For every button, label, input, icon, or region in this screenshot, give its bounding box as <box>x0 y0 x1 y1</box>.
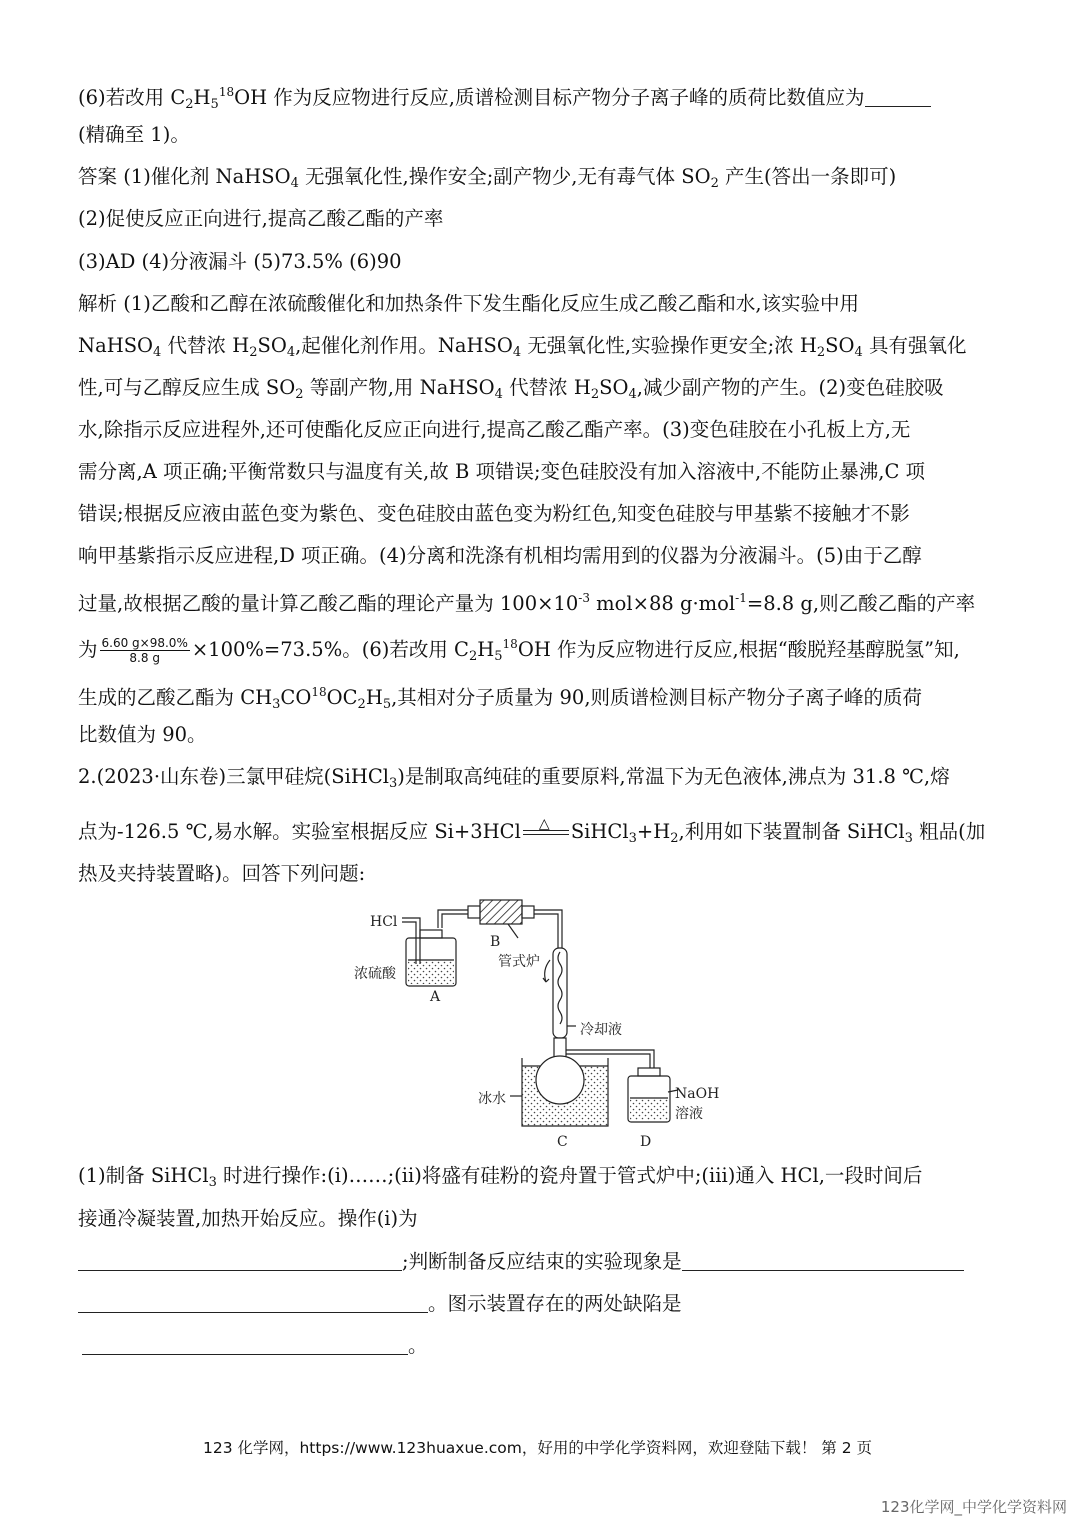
question-2-line-2 <box>78 818 985 853</box>
superscript: 18 <box>502 637 518 651</box>
question-6-line <box>78 78 931 119</box>
text: 无强氧化性,操作安全;副产物少,无有毒气体 SO <box>298 165 711 188</box>
text: 。图示装置存在的两处缺陷是 <box>428 1292 682 1315</box>
label-hcl: HCl <box>370 914 398 930</box>
yield-fraction <box>100 636 190 665</box>
text: )是制取高纯硅的重要原料,常温下为无色液体,沸点为 31.8 ℃,熔 <box>397 765 950 788</box>
reaction-heat-arrow <box>523 816 569 840</box>
analysis-line-5: 需分离,A 项正确;平衡常数只与温度有关,故 B 项错误;变色硅胶没有加入溶液中,不能防止暴沸,C 项 <box>78 460 926 483</box>
subscript: 2 <box>816 345 826 360</box>
answer-blank <box>682 1250 964 1271</box>
site-watermark: 123化学网_中学化学资料网 <box>880 1498 1067 1516</box>
subscript: 4 <box>153 345 162 360</box>
text: 具有强氧化 <box>862 334 967 357</box>
subscript: 4 <box>628 387 637 402</box>
text: SO <box>825 334 855 357</box>
label-d: D <box>640 1134 652 1150</box>
label-c: C <box>557 1134 568 1150</box>
subscript: 4 <box>290 176 299 191</box>
subscript: 2 <box>710 176 719 191</box>
subscript: 2 <box>590 387 600 402</box>
text: 生成的乙酸乙酯为 CH <box>78 686 273 709</box>
analysis-line-9 <box>78 630 960 671</box>
tube-a-b <box>458 910 468 914</box>
answer-blank <box>78 1250 402 1271</box>
analysis-line-8 <box>78 584 975 618</box>
text: OH 作为反应物进行反应,质谱检测目标产物分子离子峰的质荷比数值应为 <box>234 86 865 109</box>
text: mol×88 g·mol <box>589 592 736 615</box>
question-2-1-line-2: 接通冷凝装置,加热开始反应。操作(ⅰ)为 <box>78 1207 418 1230</box>
text: H <box>365 686 383 709</box>
answer-blank <box>82 1334 408 1355</box>
text: 时进行操作:(ⅰ)……;(ⅱ)将盛有硅粉的瓷舟置于管式炉中;(iii)通入 HCl,一段时间后 <box>216 1164 923 1187</box>
text: ,起催化剂作用。NaHSO <box>295 334 513 357</box>
superscript: -1 <box>735 591 747 605</box>
subscript: 2 <box>468 649 478 664</box>
text: 无强氧化性,实验操作更安全;浓 H <box>521 334 817 357</box>
text: 代替浓 H <box>502 376 591 399</box>
question-2-line-1 <box>78 763 950 798</box>
text: SO <box>257 334 287 357</box>
analysis-line-10 <box>78 678 922 719</box>
text: (1)制备 SiHCl <box>78 1164 209 1187</box>
answer-blank <box>78 1292 428 1313</box>
text: +H <box>636 820 671 843</box>
superscript: -3 <box>578 591 590 605</box>
label-b: B <box>490 934 501 950</box>
text: 。 <box>408 1334 428 1357</box>
subscript: 2 <box>249 345 258 360</box>
text: =8.8 g,则乙酸乙酯的产率 <box>746 592 976 615</box>
subscript: 2 <box>357 697 366 712</box>
question-2-1-line-5 <box>82 1332 428 1360</box>
subscript: 2 <box>670 831 679 846</box>
text: ,减少副产物的产生。(2)变色硅胶吸 <box>636 376 944 399</box>
fraction-numerator: 6.60 g×98.0% <box>101 636 188 650</box>
text: NaHSO <box>78 334 154 357</box>
subscript: 2 <box>185 97 194 112</box>
equals-bars <box>523 830 569 835</box>
subscript: 4 <box>286 345 296 360</box>
analysis-line-7: 响甲基紫指示反应进程,D 项正确。(4)分离和洗涤有机相均需用到的仪器为分液漏斗。(5)由于乙醇 <box>78 544 922 567</box>
text: SiHCl <box>570 820 629 843</box>
subscript: 3 <box>904 831 913 846</box>
text: SO <box>599 376 629 399</box>
fraction-denominator: 8.8 g <box>129 651 160 665</box>
tube-furnace-b <box>468 900 534 938</box>
analysis-line-6: 错误;根据反应液由蓝色变为紫色、变色硅胶由蓝色变为粉红色,知变色硅胶与甲基紫不接触才不影 <box>78 502 910 525</box>
subscript: 4 <box>512 345 522 360</box>
label-conc-acid: 浓硫酸 <box>354 966 396 982</box>
subscript: 4 <box>854 345 863 360</box>
absorption-bottle-d <box>628 1068 678 1122</box>
label-naoh: NaOH <box>675 1086 720 1102</box>
apparatus-diagram <box>350 898 730 1150</box>
text: 等副产物,用 NaHSO <box>303 376 495 399</box>
text: 点为-126.5 ℃,易水解。实验室根据反应 Si+3HCl <box>78 820 521 843</box>
question-6-precision: (精确至 1)。 <box>78 123 190 146</box>
answer-line-2: (2)促使反应正向进行,提高乙酸乙酯的产率 <box>78 207 444 230</box>
text: H <box>193 86 211 109</box>
heat-triangle-icon: △ <box>538 816 550 832</box>
analysis-line-11: 比数值为 90。 <box>78 723 207 746</box>
subscript: 5 <box>494 649 503 664</box>
subscript: 4 <box>494 387 503 402</box>
label-coolant: 冷却液 <box>580 1022 622 1038</box>
label-furnace: 管式炉 <box>498 954 540 970</box>
question-2-1-line-3 <box>78 1248 964 1276</box>
text: 2.(2023·山东卷)三氯甲硅烷(SiHCl <box>78 765 390 788</box>
superscript: 18 <box>311 685 327 699</box>
question-2-line-3: 热及夹持装置略)。回答下列问题: <box>78 862 366 885</box>
text: ×100%=73.5%。(6)若改用 C <box>191 638 469 661</box>
subscript: 5 <box>382 697 392 712</box>
question-2-1-line-1 <box>78 1162 922 1197</box>
subscript: 2 <box>295 387 304 402</box>
text: 性,可与乙醇反应生成 SO <box>78 376 296 399</box>
text: 产生(答出一条即可) <box>718 165 897 188</box>
text: 过量,故根据乙酸的量计算乙酸乙酯的理论产量为 100×10 <box>78 592 579 615</box>
analysis-line-2 <box>78 332 966 367</box>
text: OC <box>326 686 358 709</box>
text: OH 作为反应物进行反应,根据“酸脱羟基醇脱氢”知, <box>517 638 960 661</box>
page-footer: 123 化学网，https://www.123huaxue.com，好用的中学化学资料网，欢迎登陆下载！ 第 2 页 <box>202 1439 873 1457</box>
text: 代替浓 H <box>161 334 250 357</box>
label-ice-water: 冰水 <box>478 1091 506 1107</box>
hcl-inlet-tube <box>402 918 420 964</box>
answer-line-1 <box>78 163 896 198</box>
subscript: 3 <box>272 697 281 712</box>
superscript: 18 <box>218 85 235 99</box>
text: ,其相对分子质量为 90,则质谱检测目标产物分子离子峰的质荷 <box>391 686 923 709</box>
analysis-line-4: 水,除指示反应进程外,还可使酯化反应正向进行,提高乙酸乙酯产率。(3)变色硅胶在小孔板上方,无 <box>78 418 911 441</box>
answer-blank <box>865 86 931 107</box>
flask-c <box>536 1038 584 1104</box>
analysis-line-3 <box>78 374 944 409</box>
question-2-1-line-4 <box>78 1290 682 1318</box>
tube-b-condenser <box>534 910 562 948</box>
subscript: 3 <box>628 831 637 846</box>
text: H <box>477 638 495 661</box>
text: ;判断制备反应结束的实验现象是 <box>402 1250 682 1273</box>
subscript: 5 <box>210 97 219 112</box>
label-solution: 溶液 <box>675 1106 703 1122</box>
text: CO <box>280 686 312 709</box>
text: ,利用如下装置制备 SiHCl <box>678 820 905 843</box>
answer-line-3: (3)AD (4)分液漏斗 (5)73.5% (6)90 <box>78 250 402 273</box>
text: 粗品(加 <box>912 820 986 843</box>
text: (6)若改用 C <box>78 86 186 109</box>
condenser <box>543 948 576 1038</box>
text: 为 <box>78 638 98 661</box>
analysis-line-1: 解析 (1)乙酸和乙醇在浓硫酸催化和加热条件下发生酯化反应生成乙酸乙酯和水,该实验中用 <box>78 292 860 315</box>
subscript: 3 <box>389 776 398 791</box>
label-a: A <box>430 989 441 1005</box>
text: 答案 (1)催化剂 NaHSO <box>78 165 291 188</box>
subscript: 3 <box>208 1175 217 1190</box>
